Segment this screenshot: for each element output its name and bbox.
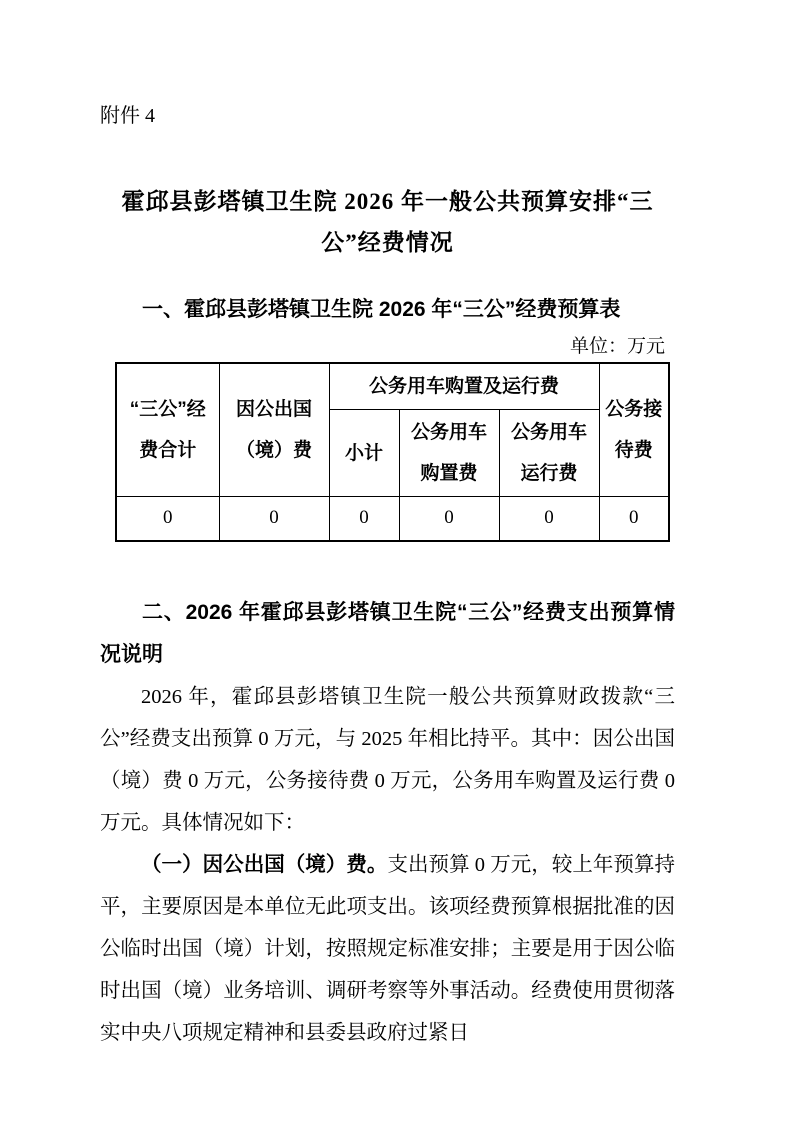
- table-header-abroad: 因公出国（境）费: [219, 363, 329, 497]
- sangong-budget-table: [115, 362, 670, 542]
- section2-heading: 二、2026 年霍邱县彭塔镇卫生院“三公”经费支出预算情况说明: [100, 600, 675, 666]
- table-header-vehicle-purchase: 公务用车购置费: [399, 410, 499, 497]
- section1-heading: 一、霍邱县彭塔镇卫生院 2026 年“三公”经费预算表: [142, 298, 621, 321]
- document-title: 霍邱县彭塔镇卫生院 2026 年一般公共预算安排“三公”经费情况: [121, 189, 654, 255]
- table-value-vehicle-purchase: 0: [399, 497, 499, 541]
- table-header-total: “三公”经费合计: [116, 363, 219, 497]
- table-header-vehicle-group: 公务用车购置及运行费: [329, 363, 599, 410]
- section2-para1: 2026 年，霍邱县彭塔镇卫生院一般公共预算财政拨款“三公”经费支出预算 0 万元，与 2025 年相比持平。其中：因公出国（境）费 0 万元，公务接待费 0 万元，公务用车购置及运行费 0 万元。具体情况如下：: [100, 685, 675, 834]
- unit-label: 单位：万元: [569, 336, 665, 357]
- table-header-row-1: [116, 363, 669, 410]
- attachment-label: 附件 4: [100, 105, 155, 127]
- table-value-vehicle-operation: 0: [499, 497, 599, 541]
- table-value-abroad: 0: [219, 497, 329, 541]
- table-header-vehicle-subtotal: 小计: [329, 410, 399, 497]
- para2-text: 支出预算 0 万元，较上年预算持平，主要原因是本单位无此项支出。该项经费预算根据批准的因公临时出国（境）计划，按照规定标准安排；主要是用于因公临时出国（境）业务培训、调研考察等外事活动。经费使用贯彻落实中央八项规定精神和县委县政府过紧日: [100, 853, 676, 1044]
- table-value-reception: 0: [599, 497, 669, 541]
- table-data-row: [116, 497, 669, 541]
- table-value-total: 0: [116, 497, 219, 541]
- table-value-vehicle-subtotal: 0: [329, 497, 399, 541]
- para2-lead: （一）因公出国（境）费。: [141, 853, 388, 876]
- table-header-vehicle-operation: 公务用车运行费: [499, 410, 599, 497]
- section2-para2: [100, 844, 675, 1054]
- table-header-reception: 公务接待费: [599, 363, 669, 497]
